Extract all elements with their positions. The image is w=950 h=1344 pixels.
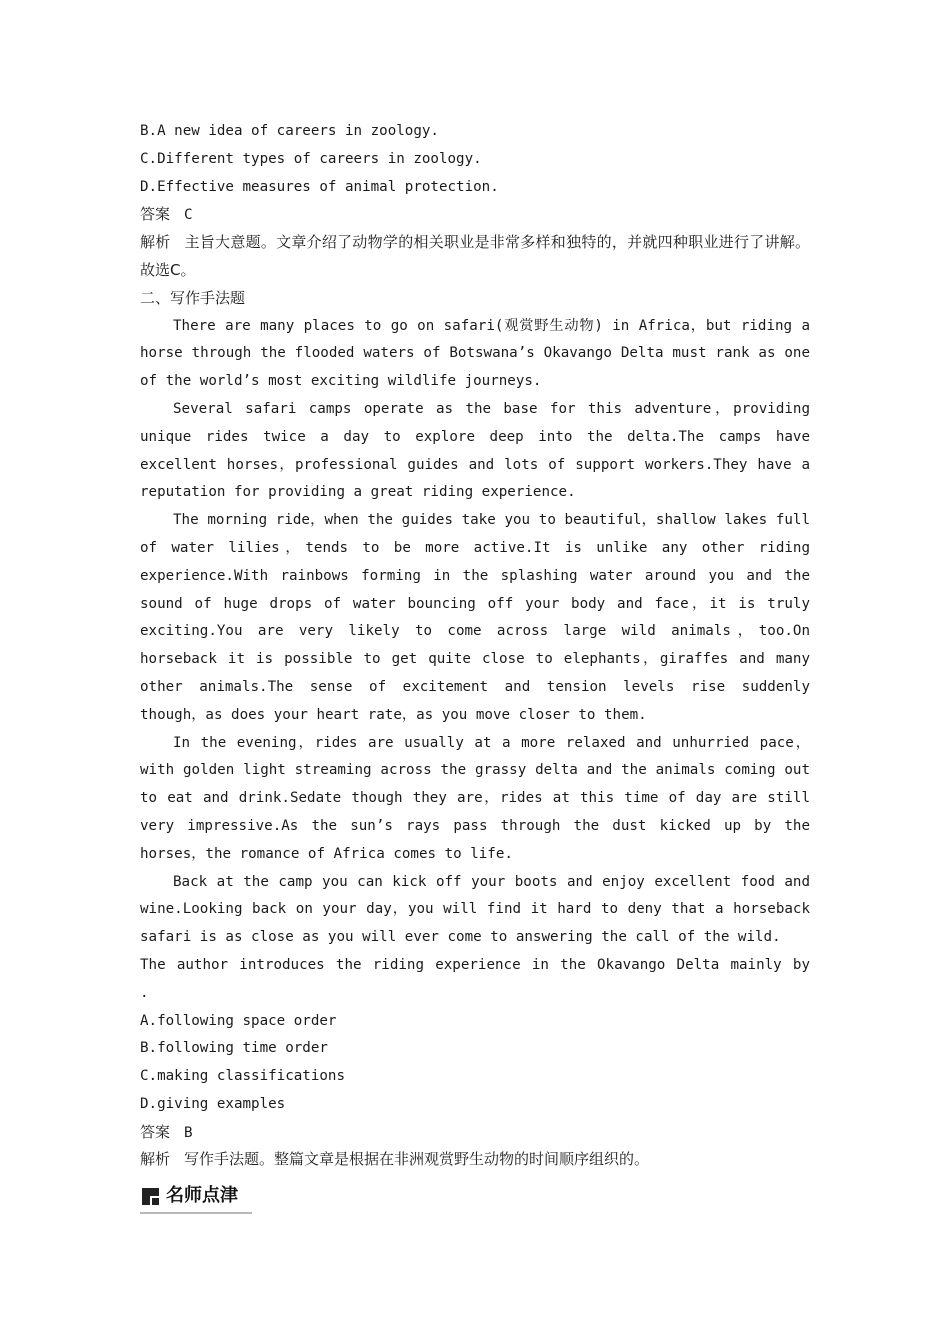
- passage-paragraph-3: The morning ride，when the guides take you to beautiful，shallow lakes full of water lilies，tends to be more active.It is unlike any other riding experience.With rainbows forming in the splashing water around you and the sound of huge drops of water bouncing off your body and face，it is truly exciting.You are very likely to come across large wild animals，too.On horseback it is possible to get quite close to elephants，giraffes and many other animals.The sense of excitement and tension levels rise suddenly though，as does your heart rate，as you move closer to them.: [140, 512, 810, 723]
- q2-option-a: A.following space order: [140, 1012, 337, 1029]
- section2-heading: 二、写作手法题: [140, 288, 246, 307]
- q2-answer-value: B: [184, 1124, 193, 1141]
- passage-paragraph-2: Several safari camps operate as the base for this adventure，providing unique rides twice a day to explore deep into the delta.The camps have excellent horses，professional guides and lots of support workers.They have a reputation for providing a great riding experience.: [140, 400, 810, 501]
- q1-analysis-label: 解析: [140, 233, 171, 252]
- q2-answer-label: 答案: [140, 1122, 171, 1141]
- passage-paragraph-5: Back at the camp you can kick off your boots and enjoy excellent food and wine.Looking back on your day，you will find it hard to deny that a horseback safari is as close as you will ever come to answering the call of the wild.: [140, 873, 810, 946]
- q1-answer-value: C: [184, 207, 193, 224]
- q2-option-b: B.following time order: [140, 1040, 328, 1057]
- q1-analysis-text: 主旨大意题。文章介绍了动物学的相关职业是非常多样和独特的，并就四种职业进行了讲解。故选C。: [140, 233, 810, 279]
- q2-question-end: .: [140, 984, 149, 1001]
- q1-analysis: [140, 229, 810, 285]
- q2-option-c: C.making classifications: [140, 1068, 345, 1085]
- passage-paragraph-4: In the evening，rides are usually at a more relaxed and unhurried pace，with golden light streaming across the grassy delta and the animals coming out to eat and drink.Sedate though they are，rides at this time of day are still very impressive.As the sun’s rays pass through the dust kicked up by the horses，the romance of Africa comes to life.: [140, 734, 810, 862]
- document-page: [140, 118, 810, 1214]
- section3-heading-text: 名师点津: [166, 1185, 238, 1207]
- q1-option-c: C.Different types of careers in zoology.: [140, 150, 482, 167]
- q2-option-d: D.giving examples: [140, 1095, 286, 1112]
- corner-block-icon: [142, 1188, 159, 1205]
- q1-answer-label: 答案: [140, 205, 171, 224]
- q2-question: The author introduces the riding experience in the Okavango Delta mainly by: [140, 956, 810, 973]
- q2-analysis-label: 解析: [140, 1150, 171, 1169]
- q1-option-b: B.A new idea of careers in zoology.: [140, 123, 439, 139]
- q1-option-d: D.Effective measures of animal protection.: [140, 178, 499, 195]
- q1-answer: [140, 201, 810, 229]
- q2-answer: [140, 1119, 810, 1147]
- passage-paragraph-1: There are many places to go on safari(观赏野生动物) in Africa，but riding a horse through the flooded waters of Botswana’s Okavango Delta must rank as one of the world’s most exciting wildlife journeys.: [140, 317, 810, 390]
- section3-heading: [140, 1182, 252, 1214]
- q2-analysis: [140, 1146, 810, 1174]
- q2-analysis-text: 写作手法题。整篇文章是根据在非洲观赏野生动物的时间顺序组织的。: [184, 1150, 650, 1169]
